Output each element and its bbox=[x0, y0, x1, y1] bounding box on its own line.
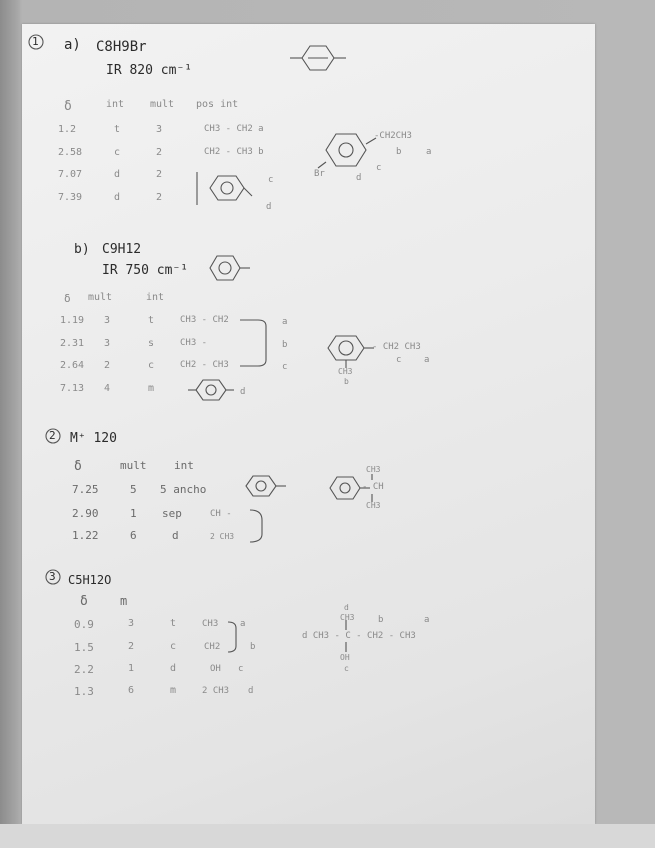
q1a-header-delta: δ bbox=[64, 99, 72, 114]
q3-row4-delta: 1.3 bbox=[74, 685, 94, 698]
q2-row1-mult: 5 bbox=[130, 483, 137, 496]
q1a-row4-mult: d bbox=[114, 192, 121, 203]
q3-header-delta: δ bbox=[80, 594, 88, 609]
q2-row3-delta: 1.22 bbox=[72, 529, 99, 542]
q3-row4-tag: d bbox=[248, 686, 254, 696]
q1b-header-int: int bbox=[146, 292, 165, 303]
q1a-row2-mult: c bbox=[114, 147, 121, 158]
q2-row2-delta: 2.90 bbox=[72, 507, 99, 520]
q3-structure-ch3-top: CH3 bbox=[340, 613, 355, 622]
q1b-row2-mult: 3 bbox=[104, 338, 111, 349]
q1a-row3-int: 2 bbox=[156, 169, 163, 180]
q1b-row4-int: m bbox=[148, 383, 155, 394]
q1a-structure-br: Br bbox=[314, 169, 325, 179]
q3-row4-mult: m bbox=[170, 685, 177, 696]
q1b-row2-tag: b bbox=[282, 340, 288, 350]
q3-row2-int: 2 bbox=[128, 641, 135, 652]
q3-row2-tag: b bbox=[250, 642, 256, 652]
q1b-row4-mult: 4 bbox=[104, 383, 111, 394]
q1b-structure-chain: - CH2 CH3 bbox=[372, 342, 421, 352]
q1a-formula: C8H9Br bbox=[96, 39, 147, 55]
q1-number: 1 bbox=[32, 35, 39, 48]
q3-row4-int: 6 bbox=[128, 685, 135, 696]
q3-number: 3 bbox=[49, 570, 56, 583]
q3-row1-tag: a bbox=[240, 619, 246, 629]
q1a-row3-delta: 7.07 bbox=[58, 169, 83, 180]
q1a-header-int: int bbox=[106, 99, 125, 110]
q3-structure-oh: OH bbox=[340, 653, 350, 662]
q2-number: 2 bbox=[49, 429, 56, 442]
q1b-row1-mult: 3 bbox=[104, 315, 111, 326]
q1a-row1-int: 3 bbox=[156, 124, 163, 135]
q1b-row2-pos: CH3 - bbox=[180, 338, 208, 348]
q3-header-m: m bbox=[120, 594, 128, 608]
q1b-row3-pos: CH2 - CH3 bbox=[180, 360, 229, 370]
q3-structure-chain: d CH3 - C - CH2 - CH3 bbox=[302, 631, 416, 641]
q1a-label: a) bbox=[64, 37, 81, 53]
q1a-row2-int: 2 bbox=[156, 147, 163, 158]
q1b-row3-mult: 2 bbox=[104, 360, 111, 371]
q3-row3-tag: c bbox=[238, 664, 244, 674]
q1b-row2-int: s bbox=[148, 338, 155, 349]
q1a-row4-pos: d bbox=[266, 202, 272, 212]
q3-structure-d-top: d bbox=[344, 603, 349, 612]
q1a-structure-d: d bbox=[356, 173, 362, 183]
q3-structure-c: c bbox=[344, 664, 349, 673]
q3-row1-delta: 0.9 bbox=[74, 618, 94, 631]
q1b-header-mult: mult bbox=[88, 292, 113, 303]
q3-row3-mult: d bbox=[170, 663, 177, 674]
q3-row2-pos: CH2 bbox=[204, 642, 221, 652]
q1a-structure-b: b bbox=[396, 147, 402, 157]
q3-formula: C5H12O bbox=[68, 573, 112, 587]
q1b-row3-int: c bbox=[148, 360, 155, 371]
q2-title: M⁺ 120 bbox=[70, 431, 117, 446]
q3-row3-int: 1 bbox=[128, 663, 135, 674]
q1b-structure-ch3: CH3 bbox=[338, 367, 353, 376]
q2-row1-delta: 7.25 bbox=[72, 483, 99, 496]
q3-row1-mult: t bbox=[170, 618, 177, 629]
q3-row1-pos: CH3 bbox=[202, 619, 219, 629]
q2-header-int: int bbox=[174, 459, 194, 472]
q3-row4-pos: 2 CH3 bbox=[202, 686, 230, 696]
q3-row2-mult: c bbox=[170, 641, 177, 652]
q3-structure-a: a bbox=[424, 615, 430, 625]
q1a-structure-c: c bbox=[376, 163, 382, 173]
q2-row2-int: sep bbox=[162, 507, 182, 520]
q1b-structure-c: c bbox=[396, 355, 402, 365]
q1a-row4-delta: 7.39 bbox=[58, 192, 83, 203]
q2-row2-pos: CH - bbox=[210, 509, 232, 519]
q1b-row2-delta: 2.31 bbox=[60, 338, 85, 349]
q1a-header-mult: mult bbox=[150, 99, 175, 110]
q3-row2-delta: 1.5 bbox=[74, 641, 94, 654]
q1a-row1-mult: t bbox=[114, 124, 121, 135]
notebook-sheet bbox=[22, 24, 595, 824]
q1b-row3-tag: c bbox=[282, 362, 288, 372]
q1a-row3-mult: d bbox=[114, 169, 121, 180]
q1b-ir: IR 750 cm⁻¹ bbox=[102, 263, 189, 278]
q2-row1-int: 5 ancho bbox=[160, 483, 207, 496]
q2-row3-mult: 6 bbox=[130, 529, 137, 542]
q3-row3-delta: 2.2 bbox=[74, 663, 94, 676]
q3-row1-int: 3 bbox=[128, 618, 135, 629]
q1a-row2-pos: CH2 - CH3 b bbox=[204, 147, 264, 157]
q2-structure-top: CH3 bbox=[366, 465, 381, 474]
q1b-formula: C9H12 bbox=[102, 242, 142, 257]
q1b-row1-int: t bbox=[148, 315, 155, 326]
q1a-row1-delta: 1.2 bbox=[58, 124, 77, 135]
q1a-structure-chain: -CH2CH3 bbox=[374, 131, 412, 141]
q1b-label: b) bbox=[74, 242, 90, 257]
q1a-row1-pos: CH3 - CH2 a bbox=[204, 124, 264, 134]
q3-structure-b: b bbox=[378, 615, 384, 625]
q1b-row3-delta: 2.64 bbox=[60, 360, 85, 371]
q1a-row4-int: 2 bbox=[156, 192, 163, 203]
q2-row2-mult: 1 bbox=[130, 507, 137, 520]
q1b-row1-pos: CH3 - CH2 bbox=[180, 315, 229, 325]
q1b-structure-b: b bbox=[344, 377, 349, 386]
q1a-header-pos: pos int bbox=[196, 99, 239, 110]
scanner-bed-edge bbox=[0, 824, 655, 848]
q1a-row2-delta: 2.58 bbox=[58, 147, 83, 158]
q1a-ir: IR 820 cm⁻¹ bbox=[106, 63, 193, 78]
q2-row3-pos: 2 CH3 bbox=[210, 532, 235, 541]
q2-header-delta: δ bbox=[74, 459, 82, 474]
q2-row3-int: d bbox=[172, 529, 179, 542]
q1b-row1-delta: 1.19 bbox=[60, 315, 85, 326]
q2-structure-bot: CH3 bbox=[366, 501, 381, 510]
q1b-row4-tag: d bbox=[240, 387, 246, 397]
q1b-row4-delta: 7.13 bbox=[60, 383, 85, 394]
q3-row3-pos: OH bbox=[210, 664, 221, 674]
q2-header-mult: mult bbox=[120, 459, 147, 472]
q2-structure-mid: - CH bbox=[362, 482, 384, 492]
q1a-row3-pos: c bbox=[268, 175, 274, 185]
q1b-header-delta: δ bbox=[64, 292, 71, 305]
q1b-structure-a: a bbox=[424, 355, 430, 365]
q1b-row1-tag: a bbox=[282, 317, 288, 327]
q1a-structure-a: a bbox=[426, 147, 432, 157]
